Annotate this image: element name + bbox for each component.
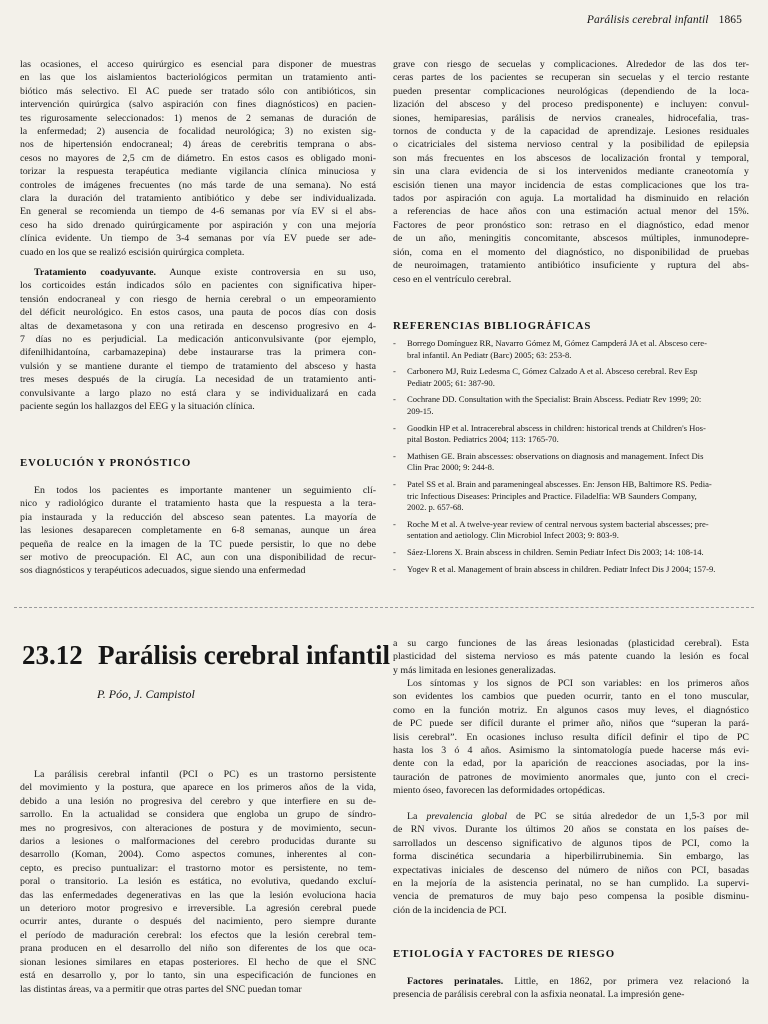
text-line (393, 810, 749, 823)
reference-line: 2002. p. 657-68. (407, 502, 464, 513)
text-line: son más frecuentes en los abscesos de localización frontal y temporal, (393, 152, 749, 164)
text-line: presencia de parálisis cerebral con la asfixia neonatal. La impresión gene- (393, 989, 685, 1001)
reference-line: Borrego Domínguez RR, Navarro Gómez M, Gómez Campderá JA et al. Absceso cere- (407, 338, 707, 348)
reference-item (393, 519, 751, 542)
text-line: En todos los pacientes es importante mantener un seguimiento clí- (34, 485, 376, 496)
text-line: tes rigurosamente seleccionados: 1) menos de 2 semanas de duración de (20, 112, 376, 124)
reference-item (393, 394, 751, 417)
text-line: como en la función motriz. En algunos casos muy leves, el diagnóstico (393, 704, 749, 716)
text-line: son evidentes los cambios que pueden ocurrir, tanto en el tono muscular, (393, 691, 749, 703)
list-dash: - (393, 546, 396, 557)
text-line: sión, coma en el momento del diagnóstico, no disponibilidad de pruebas (393, 246, 749, 258)
text-line: en las que los aislamientos bacteriológicos permitan un tratamiento anti- (20, 72, 376, 84)
running-head (587, 14, 742, 26)
text-line (393, 975, 749, 988)
text-line: debido a una lesión no progresiva del cerebro y que interfiere en su de- (20, 795, 376, 807)
reference-line: Goodkin HP et al. Intracerebral abscess in children: historical trends at Children's Hos- (407, 422, 706, 433)
text-line: controles de imágenes frecuentes (no más tarde de una semana). No está (20, 179, 376, 191)
text-line: nico y radiológico durante el tratamiento hasta que la respuesta a la tera- (20, 498, 376, 510)
text-line: En general se recomienda un tiempo de 4-6 semanas por vía EV si el abs- (20, 206, 376, 218)
text-line: paciente según los hallazgos del EEG y la situación clínica. (20, 401, 255, 413)
text-line: el período de maduración cerebral: los efectos que la lesión cerebral tem- (20, 929, 376, 941)
sintomas-paragraph (393, 677, 749, 798)
page-number: 1865 (718, 14, 742, 26)
text-line: mes no progresivos, con alteraciones de postura y de movimiento, secun- (20, 822, 376, 834)
text-line: dente con la edad, por la aparición de reacciones asociadas, por la ins- (393, 758, 749, 770)
text-line: de PC puede ser difícil durante el primer año, niños que “superan la pará- (393, 718, 749, 730)
text-line (20, 266, 376, 279)
text-line: tensión endocraneal y con riesgo de hernia cerebral o un empeoramiento (20, 293, 376, 305)
text-line: a su cargo funciones de las áreas lesionadas (plasticidad cerebral). Esta (393, 638, 749, 649)
reference-line: Sáez-Llorens X. Brain abscess in children. Semin Pediatr Infect Dis 2003; 14: 108-14. (407, 546, 704, 557)
reference-item (393, 366, 751, 389)
text-line: intervención quirúrgica (salvo aspiración con fines diagnósticos) en pacien- (20, 99, 376, 111)
text-line: y más limitada en lesiones generalizadas. (393, 664, 556, 676)
list-dash: - (393, 422, 396, 433)
intro-paragraph (20, 768, 376, 996)
running-title: Parálisis cerebral infantil (586, 14, 709, 26)
text-line: lización del absceso y del proceso predisponente) e incluyen: convul- (393, 99, 749, 111)
text-line: sarrollo. En la actualidad se considera que engloba un grupo de síndro- (20, 809, 376, 821)
text-line: altas de dexametasona y con una retirada en descenso progresivo en 4- (20, 320, 376, 332)
reference-item (393, 338, 751, 361)
text-line: forma discinética secundaria a hiperbilirrubinemia. Sin embargo, las (393, 851, 749, 863)
chapter-title: Parálisis cerebral infantil (98, 640, 390, 670)
text-line: Factores de peor pronóstico son: retraso en el diagnóstico, edad menor (393, 219, 749, 231)
reference-line: Pediatr 2005; 61: 387-90. (407, 377, 495, 388)
reference-line: Carbonero MJ, Ruiz Ledesma C, Gómez Calzado A et al. Absceso cerebral. Rev Esp (407, 366, 698, 377)
reference-line: Cochrane DD. Consultation with the Specialist: Brain Abscess. Pediatr Rev 1999; 20: (407, 394, 702, 405)
list-dash: - (393, 366, 396, 377)
list-dash: - (393, 518, 396, 529)
reference-line: 209-15. (407, 405, 434, 416)
text-line: desarrollo (Koman, 2004). Como aspectos comunes, inherentes al con- (20, 849, 376, 861)
text-line: ción de la incidencia de PCI. (393, 904, 507, 916)
text-line: a referencias de hace años con una estimación actual menor del 15%. (393, 206, 749, 218)
text-line: das las enfermedades degenerativas en las que la lesión evoluciona hacia (20, 889, 376, 901)
reference-item (393, 547, 751, 559)
text-line: vencia de prematuros de muy bajo peso compensa la posible disminu- (393, 891, 749, 903)
text-line: de un año, meningitis concomitante, abscesos múltiples, inmunodepre- (393, 233, 749, 245)
col2-top-paragraph (393, 58, 749, 286)
text-line: biótico más selectivo. El AC puede ser tratado sólo con antibióticos, sin (20, 85, 376, 97)
text-line: de RN vivos. Durante los últimos 20 años se constata en los países de- (393, 824, 749, 836)
reference-line: Patel SS et al. Brain and parameningeal abscesses. En: Jenson HB, Baltimore RS. Pedia- (407, 478, 712, 489)
text-line: del movimiento y la postura, que aparece en los primeros años de la vida, (20, 782, 376, 794)
text-line: sos diagnósticos y terapéuticos adecuados, sigue siendo una enfermedad (20, 565, 306, 577)
evolucion-paragraph (20, 484, 376, 578)
text-line: poral o transitorio. La lesión es estática, no evolutiva, quedando excluí- (20, 876, 376, 888)
text-line: sarrollados un descenso significativo de algunos tipos de PCI, como la (393, 837, 749, 849)
text-line: prana producen en el desarrollo del niño son diferentes de los que oca- (20, 943, 376, 955)
list-dash: - (393, 338, 396, 348)
text-line: grave con riesgo de secuelas y complicaciones. Alrededor de las dos ter- (393, 59, 749, 70)
text-line: clínica evidente. Un tiempo de 3-4 semanas por vía EV puede ser ade- (20, 233, 376, 245)
text-run: Little, en 1862, por primera vez relacionó la (503, 976, 749, 987)
text-line: cepto, es preciso puntualizar: el trastorno motor es persistente, no tem- (20, 862, 376, 874)
text-line: ceso ha sido drenado quirúrgicamente por aspiración y con una mejoría (20, 219, 376, 231)
text-line: cuado en los que se realizó escisión quirúrgica completa. (20, 246, 245, 258)
text-run: Aunque existe controversia en su uso, (156, 267, 376, 278)
text-line: convulsivante a largo plazo no está clara y se individualizará en cada (20, 387, 376, 399)
text-line: tornos de conducta y de la capacidad de aprendizaje. Lesiones residuales (393, 126, 749, 138)
section-divider (14, 607, 754, 608)
plasticidad-paragraph (393, 637, 749, 677)
text-line: de neuroimagen, tratamiento antibiótico insuficiente y ruptura del abs- (393, 260, 749, 272)
text-line: sionan lesiones similares en etapas posteriores. El hecho de que el SNC (20, 956, 376, 968)
text-line: en la mejoría de la asistencia perinatal, no se han cumplido. La supervi- (393, 878, 749, 890)
text-line: está en desarrollo y, por lo tanto, sin una especificación de funciones en (20, 970, 376, 982)
text-line: miento óseo, favorecen las deformidades ortopédicas. (393, 785, 605, 797)
text-line: pia instaurada y la reducción del absceso sean patentes. La mayoría de (20, 511, 376, 523)
text-line: tauración de patrones de movimiento anormales que, junto con el creci- (393, 771, 749, 783)
list-dash: - (393, 563, 396, 574)
text-line: la enfermedad; 2) ausencia de focalidad neurológica; 3) no existen sig- (20, 126, 376, 138)
text-line: vulsión y se mantiene durante el tiempo de tratamiento del absceso y hasta (20, 360, 376, 372)
text-line: clara la duración del tratamiento antibiótico y debe ser individualizada. (20, 193, 376, 205)
text-line: Los síntomas y los signos de PCI son variables: en los primeros años (407, 678, 749, 689)
text-line: 7 días no es perjudicial. La medicación anticonvulsivante (por ejemplo, (20, 334, 376, 346)
text-line: o cicatriciales del sistema nervioso central y la posibilidad de epilepsia (393, 139, 749, 151)
chapter-number: 23.12 (22, 640, 83, 670)
text-line: escisión tienen una mayor incidencia de estas complicaciones que los tra- (393, 179, 749, 191)
text-line: tados por aspiración con aguja. La mortalidad ha disminuido en relación (393, 193, 749, 205)
run-in-heading: Factores perinatales. (407, 976, 504, 987)
text-line: las distintas áreas, va a permitir que otras partes del SNC puedan tomar (20, 983, 302, 995)
text-line: cesos no mayores de 2,5 cm de diámetro. En estos casos es obligado moni- (20, 152, 376, 164)
text-line: La parálisis cerebral infantil (PCI o PC) es un trastorno persistente (34, 769, 376, 780)
reference-line: Yogev R et al. Management of brain abscess in children. Pediatr Infect Dis J 2004; 157-9. (407, 563, 716, 574)
text-line: darios a lesiones o malformaciones del cerebro producidas durante su (20, 836, 376, 848)
list-dash: - (393, 478, 396, 489)
reference-line: bral infantil. An Pediatr (Barc) 2005; 63: 253-8. (407, 349, 572, 360)
text-line: torizar la respuesta terapéutica mediante vigilancia clínica minuciosa y (20, 166, 376, 178)
text-line: expectativas iniciales de descenso del número de niños con PCI, basadas (393, 864, 749, 876)
tratamiento-paragraph (20, 266, 376, 413)
reference-item (393, 564, 751, 576)
text-line: los corticoides están indicados sólo en pacientes con significativa hiper- (20, 280, 376, 292)
text-line: difenilhidantoína, carbamazepina) debe instaurarse tras la primera con- (20, 347, 376, 359)
text-line: lisis cerebral”. En ocasiones incluso resulta difícil definir el tipo de PC (393, 731, 749, 743)
text-line: ceras partes de los pacientes se recuperan sin secuelas y el tercio restante (393, 72, 749, 84)
run-in-heading: Tratamiento coadyuvante. (34, 267, 157, 278)
reference-line: pital Boston. Pediatrics 2004; 113: 1765-70. (407, 434, 559, 445)
reference-line: Roche M et al. A twelve-year review of central nervous system bacterial abscesses; pre- (407, 518, 709, 529)
col1-top-paragraph (20, 58, 376, 259)
list-dash: - (393, 394, 396, 405)
text-run: prevalencia global (426, 811, 507, 822)
text-line: ser motivo de preocupación. El AC, aun con una disponibilidad de recur- (20, 552, 376, 564)
text-line: las lesiones desaparecen completamente en 6-8 semanas, aunque un área (20, 525, 376, 537)
reference-line: Clin Prac 2000; 9: 244-8. (407, 462, 495, 473)
list-dash: - (393, 450, 396, 461)
text-line: nos de hipertensión endocraneal; 4) áreas de cerebritis temprana o abs- (20, 139, 376, 151)
text-line: las ocasiones, el acceso quirúrgico es esencial para disponer de muestras (20, 59, 376, 70)
text-line: tres meses después de la cirugía. La necesidad de un tratamiento anti- (20, 374, 376, 386)
reference-list (393, 338, 751, 580)
reference-line: Mathisen GE. Brain abscesses: observations on diagnosis and management. Infect Dis (407, 450, 704, 461)
text-line: ocurrir antes, durante o después del nacimiento, pero siempre durante (20, 916, 376, 928)
text-run: de PC se sitúa alrededor de un 1,5-3 por mil (506, 811, 749, 822)
text-line: del déficit neurológico. En estos casos, una pauta de pocos días con dosis (20, 307, 376, 319)
reference-item (393, 423, 751, 446)
reference-item (393, 479, 751, 514)
text-line: sin una clara evidencia de si los intervenidos mediante craneotomía y (393, 166, 749, 178)
references-heading: REFERENCIAS BIBLIOGRÁFICAS (393, 320, 592, 332)
reference-item (393, 451, 751, 474)
etiologia-heading: ETIOLOGÍA Y FACTORES DE RIESGO (393, 948, 615, 960)
etiologia-paragraph (393, 975, 749, 1002)
chapter-authors: P. Póo, J. Campistol (97, 687, 195, 701)
reference-line: tric Infectious Diseases: Principles and Practice. Filadelfia: WB Saunders Company, (407, 490, 697, 501)
reference-line: sentation and aetiology. Clin Microbiol Infect 2003; 9: 803-9. (407, 530, 619, 541)
prevalencia-paragraph (393, 810, 749, 917)
text-line: plasticidad del sistema nervioso es más patente cuando la lesión es focal (393, 651, 749, 663)
text-run: La (407, 811, 427, 822)
evolucion-heading: EVOLUCIÓN Y PRONÓSTICO (20, 457, 192, 469)
text-line: pequeña de realce en la imagen de la TC puede persistir, lo que no debe (20, 538, 376, 550)
text-line: ceso en el ventrículo cerebral. (393, 273, 512, 285)
text-line: siones, hemiparesias, parálisis de nervios craneales, hidrocefalia, tras- (393, 112, 749, 124)
text-line: un deterioro motor progresivo e irreversible. La agresión cerebral puede (20, 903, 376, 915)
text-line: hasta los 3 ó 4 años. Asimismo la sintomatología puede hacerse más evi- (393, 745, 749, 757)
text-line: pueden presentar complicaciones neurológicas (dependiendo de la loca- (393, 85, 749, 97)
